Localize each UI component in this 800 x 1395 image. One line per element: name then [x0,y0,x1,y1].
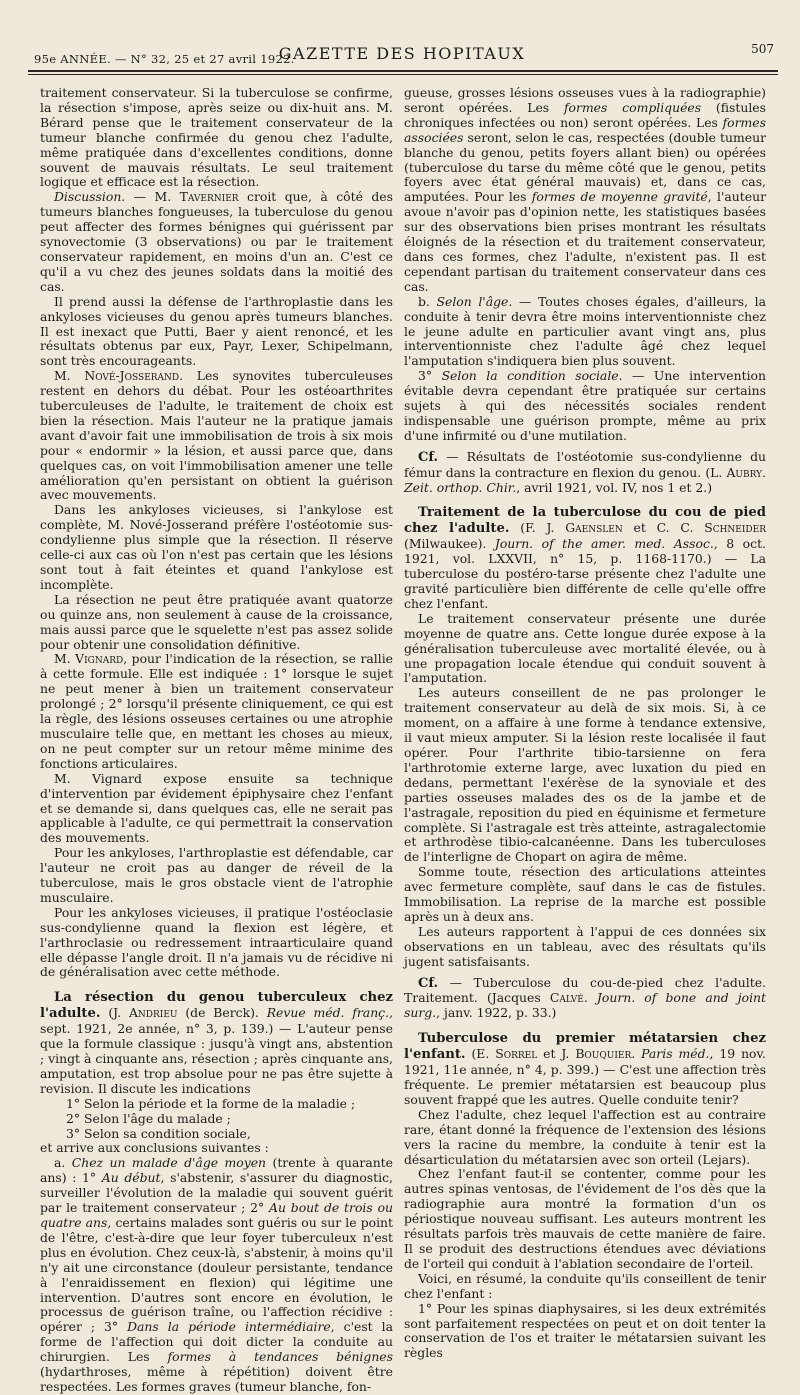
article-heading: Traitement de la tuberculose du cou de pied chez l'adulte. (F. J. Gaenslen et C. C. Schneider (Milwaukee). Journ. of the amer. med. Assoc., 8 oct. 1921, vol. LXXVII, n° 15, p. 1168-1170.) — La tuberculose du postéro-tarse présente chez l'adulte une gravité particulière bien différente de celle qu'elle offre chez l'enfant. [404,505,766,611]
paragraph: Pour les ankyloses, l'arthroplastie est défendable, car l'auteur ne croit pas au danger de réveil de la tuberculose, mais le gros obstacle vient de l'atrophie musculaire. [40,845,393,905]
issue-line: 95e ANNÉE. — N° 32, 25 et 27 avril 1922. [34,52,295,66]
paragraph: traitement conservateur. Si la tuberculose se confirme, la résection s'impose, après seize ou dix-huit ans. M. Bérard pense que le traitement conservateur de la tumeur blanche confirmée du genou chez l'adulte, même pratiquée dans d'excellentes conditions, donne souvent de mauvais résultats. Le seul traitement logique et efficace est la résection. [40,85,393,190]
paragraph: Dans les ankyloses vicieuses, si l'ankylose est complète, M. Nové-Josserand préfère l'ostéotomie sus-condylienne plus simple que la résection. Il réserve celle-ci aux cas où l'on n'est pas certain que les lésions sont tout à fait éteintes et quand l'ankylose est incomplète. [40,502,393,592]
paragraph: Les auteurs rapportent à l'appui de ces données six observations en un tableau, avec des résultats qu'ils jugent satisfaisants. [404,923,766,969]
paragraph: Chez l'adulte, chez lequel l'affection est au contraire rare, étant donné la fréquence de l'extension des lésions vers la racine du membre, la conduite à tenir est la désarticulation du métatarsien avec son orteil (Lejars). [404,1106,766,1167]
left-column [40,86,393,1395]
list-item: 2° Selon l'âge du malade ; [66,1110,231,1126]
article-heading: La résection du genou tuberculeux chez l'adulte. (J. Andrieu (de Berck). Revue méd. franç., sept. 1921, 2e année, n° 3, p. 139.) — L'auteur pense que la formule classique : jusqu'à vingt ans, abstention ; vingt à cinquante ans, résection ; après cinquante ans, amputation, est trop absolue pour ne pas être sujette à revision. Il discute les indications [40,990,394,1096]
page-number: 507 [751,42,774,56]
paragraph: Les auteurs conseillent de ne pas prolonger le traitement conservateur au delà de six mois. Si, à ce moment, on a affaire à une forme à tendance extensive, il vaut mieux amputer. Si la lésion reste localisée il faut opérer. Pour l'arthrite tibio-tarsienne on fera l'arthrotomie externe large, avec luxation du pied en dedans, permettant l'exérèse de la synoviale et des parties osseuses malades des os de la jambe et de l'astragale, reposition du pied en équinisme et fermeture complète. Si l'astragale est très atteinte, astragalectomie et arthrodèse tibio-calcanéenne. Dans les tuberculoses de l'interligne de Chopart on agira de même. [404,685,766,865]
right-column [404,86,766,1361]
paragraph: Somme toute, résection des articulations atteintes avec fermeture complète, sauf dans le cas de fistules. Immobilisation. La reprise de la marche est possible après un à deux ans. [404,864,766,924]
paragraph: et arrive aux conclusions suivantes : [40,1140,269,1156]
header-rule-thin [28,74,778,75]
list-item: 1° Selon la période et la forme de la maladie ; [66,1095,356,1111]
list-item: 3° Selon sa condition sociale, [66,1125,251,1141]
paragraph: M. Vignard, pour l'indication de la résection, se rallie à cette formule. Elle est indiquée : 1° lorsque le sujet ne peut mener à bien un traitement conservateur prolongé ; 2° lorsqu'il présente cliniquement, ce qui est la règle, des lésions osseuses certaines ou une atrophie musculaire telle que, en mettant les choses au mieux, on ne peut compter sur un retour même minime des fonctions articulaires. [40,651,393,771]
paragraph: 1° Pour les spinas diaphysaires, si les deux extrémités sont parfaitement respectées on peut et on doit tenter la conservation de l'os et traiter le métatarsien suivant les règles [404,1300,766,1361]
paragraph: La résection ne peut être pratiquée avant quatorze ou quinze ans, non seulement à cause de la croissance, mais aussi parce que le squelette n'est pas assez solide pour obtenir une consolidation définitive. [40,591,393,652]
paragraph: Discussion. — M. Tavernier croit que, à côté des tumeurs blanches fongueuses, la tuberculose du genou peut affecter des formes bénignes qui guérissent par synovectomie (3 observations) ou par le traitement conservateur rapidement, en moins d'un an. C'est ce qu'il a vu chez des jeunes soldats dans la moitié des cas. [40,189,393,294]
paragraph: M. Vignard expose ensuite sa technique d'intervention par évidement épiphysaire chez l'enfant et se demande si, dans quelques cas, elle ne serait pas applicable à l'adulte, ce qui permettrait la conservation des mouvements. [40,770,393,846]
paragraph: Pour les ankyloses vicieuses, il pratique l'ostéoclasie sus-condylienne quand la flexion est légère, et l'arthroclasie ou redressement intraarticulaire quand elle dépasse l'angle droit. Il n'a jamais vu de récidive ni de généralisation avec cette méthode. [40,904,393,980]
cf-note: Cf. — Résultats de l'ostéotomie sus-condylienne du fémur dans la contracture en flexion du genou. (L. Aubry. Zeit. orthop. Chir., avril 1921, vol. IV, nos 1 et 2.) [404,448,766,495]
cf-note: Cf. — Tuberculose du cou-de-pied chez l'adulte. Traitement. (Jacques Calvé. Journ. of bone and joint surg., janv. 1922, p. 33.) [404,974,766,1021]
paragraph: Chez l'enfant faut-il se contenter, comme pour les autres spinas ventosas, de l'évidement de l'os dès que la radiographie aura montré la formation d'un os périostique nouveau suffisant. Les auteurs montrent les résultats parfois très mauvais de cette manière de faire. Il se produit des destructions étendues avec déviations de l'orteil qui conduit à l'ablation secondaire de l'orteil. [404,1166,766,1271]
journal-title: GAZETTE DES HOPITAUX [278,44,526,63]
paragraph: 3° Selon la condition sociale. — Une intervention évitable devra cependant être pratiquée sur certains sujets à qui des nécessités sociales rendent indispensable une guérison prompte, même au prix d'une infirmité ou d'une mutilation. [404,368,766,443]
paragraph: a. Chez un malade d'âge moyen (trente à quarante ans) : 1° Au début, s'abstenir, s'assurer du diagnostic, surveiller l'évolution de la maladie qui souvent guérit par le traitement conservateur ; 2° Au bout de trois ou quatre ans, certains malades sont guéris ou sur le point de l'être, c'est-à-dire que leur foyer tuberculeux n'est plus en évolution. Chez ceux-là, s'abstenir, à moins qu'il n'y ait une circonstance (douleur persistante, tendance à l'enraidissement en flexion) qui légitime une intervention. D'autres sont encore en évolution, le processus de guérison traîne, ou l'affection récidive : opérer ; 3° Dans la période intermédiaire, c'est la forme de l'affection qui doit dicter la conduite au chirurgien. Les formes à tendances bénignes (hydarthroses, même à répétition) doivent être respectées. Les formes graves (tumeur blanche, fon- [40,1155,394,1394]
paragraph: Il prend aussi la défense de l'arthroplastie dans les ankyloses vicieuses du genou après tumeurs blanches. Il est inexact que Putti, Baer y aient renoncé, et les résultats obtenus par eux, Payr, Lexer, Schipelmann, sont très encourageants. [40,293,393,369]
paragraph: gueuse, grosses lésions osseuses vues à la radiographie) seront opérées. Les formes compliquées (fistules chroniques infectées ou non) seront opérées. Les formes associées seront, selon le cas, respectées (double tumeur blanche du genou, petits foyers allant bien) ou opérées (tuberculose du tarse du même côté que le genou, petits foyers avec état général mauvais) et, dans ce cas, amputées. Pour les formes de moyenne gravité, l'auteur avoue n'avoir pas d'opinion nette, les statistiques basées sur des observations bien prises montrant les résultats éloignés de la résection et du traitement conservateur, dans ces formes, chez l'adulte, n'existent pas. Il est cependant partisan du traitement conservateur dans ces cas. [404,85,766,294]
paragraph: M. Nové-Josserand. Les synovites tuberculeuses restent en dehors du débat. Pour les ostéoarthrites tuberculeuses de l'adulte, le traitement de choix est bien la résection. Mais l'auteur ne la pratique jamais avant d'avoir fait une immobilisation de trois à six mois pour « endormir » la lésion, et aussi parce que, dans quelques cas, on voit l'immobilisation amener une telle amélioration qu'en persistant on obtient la guérison avec mouvements. [40,368,393,503]
article-heading: Tuberculose du premier métatarsien chez l'enfant. (E. Sorrel et J. Bouquier. Paris méd., 19 nov. 1921, 11e année, n° 4, p. 399.) — C'est une affection très fréquente. Le premier métatarsien est beaucoup plus souvent frappé que les autres. Quelle conduite tenir? [404,1031,766,1107]
page-header [28,42,776,68]
paragraph: b. Selon l'âge. — Toutes choses égales, d'ailleurs, la conduite à tenir devra être moins interventionniste chez le jeune adulte en particulier avant vingt ans, plus interventionniste chez l'adulte âgé chez lequel l'amputation s'indiquera bien plus souvent. [404,293,767,369]
header-rule [28,70,778,72]
paragraph: Voici, en résumé, la conduite qu'ils conseillent de tenir chez l'enfant : [404,1270,766,1301]
paragraph: Le traitement conservateur présente une durée moyenne de quatre ans. Cette longue durée expose à la généralisation tuberculeuse avec mortalité élevée, ou à une propagation locale étendue qui conduit souvent à l'amputation. [404,610,766,686]
